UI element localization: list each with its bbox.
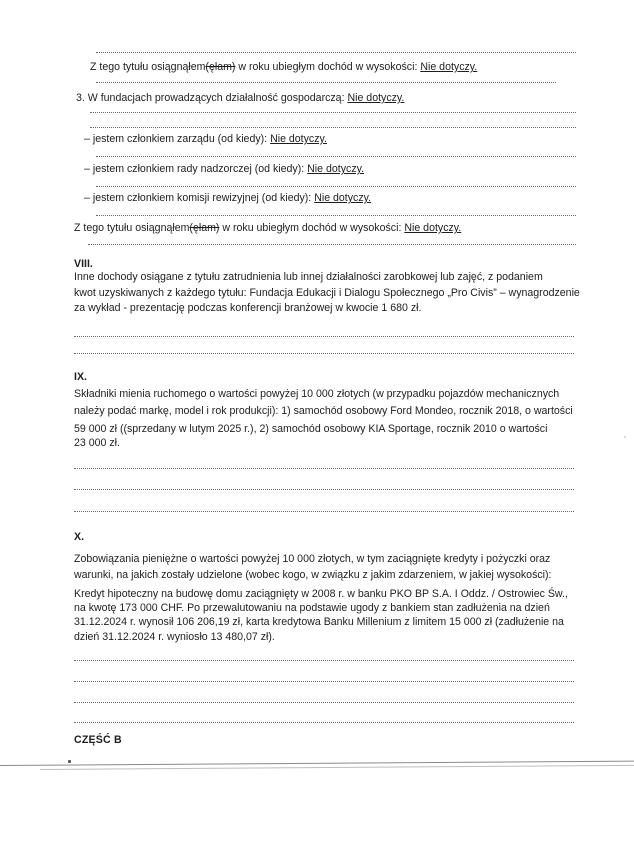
answer-not-applicable: Nie dotyczy.: [270, 133, 327, 145]
section-viii-line: Inne dochody osiągane z tytułu zatrudnienia lub innej działalności zarobkowej lub zajęć, z podaniem: [74, 271, 543, 283]
scan-speck: [624, 436, 626, 438]
dotted-line: [74, 468, 574, 469]
dotted-line: [74, 511, 574, 512]
board-member-prefix: – jestem członkiem zarządu (od kiedy):: [84, 133, 271, 145]
dotted-line: [90, 112, 576, 113]
answer-not-applicable: Nie dotyczy.: [347, 92, 405, 104]
struck-suffix: (ęłam): [189, 222, 220, 234]
dotted-line: [74, 336, 574, 337]
section-x-answer-line: 31.12.2024 r. wynosił 106 206,19 zł, karta kredytowa Banku Millenium z limitem 15 000 zł (zadłużenie na: [74, 616, 564, 629]
section-x-intro-line: warunki, na jakich zostały udzielone (wobec kogo, w związku z jakim zdarzeniem, w jakiej wysokości):: [74, 569, 552, 581]
dotted-line: [74, 660, 574, 661]
dotted-line: [96, 186, 576, 187]
section-x-answer-line: na kwotę 173 000 CHF. Po przewalutowaniu na podstawie ugody z bankiem stan zadłużenia na dzień: [74, 602, 550, 615]
dotted-line: [96, 215, 576, 216]
audit-committee-prefix: – jestem członkiem komisji rewizyjnej (od kiedy):: [84, 192, 315, 204]
supervisory-board-prefix: – jestem członkiem rady nadzorczej (od kiedy):: [84, 163, 308, 175]
dotted-line: [74, 722, 574, 723]
section-viii-line: kwot uzyskiwanych z każdego tytułu: Fundacja Edukacji i Dialogu Społecznego „Pro Civis” – wynagrodzenie: [74, 286, 580, 299]
section-x-heading: X.: [74, 531, 85, 543]
section-ix-line: 23 000 zł.: [74, 437, 120, 449]
item-3-prefix: 3. W fundacjach prowadzących działalność gospodarczą:: [76, 92, 348, 104]
dotted-line: [74, 702, 574, 703]
section-ix-line: należy podać markę, model i rok produkcji): 1) samochód osobowy Ford Mondeo, rocznik 2018, o wartości: [74, 404, 573, 417]
part-b-heading: CZĘŚĆ B: [74, 734, 122, 746]
dotted-line: [96, 82, 556, 83]
section-viii-text: [74, 270, 580, 317]
income-prefix: Z tego tytułu osiągnąłem: [90, 61, 206, 73]
section-x-answer: [74, 587, 576, 644]
supervisory-board-line: [84, 163, 364, 176]
dotted-line: [74, 681, 574, 682]
section-x-answer-line: dzień 31.12.2024 r. wyniosło 13 480,07 zł).: [74, 630, 275, 643]
answer-not-applicable: Nie dotyczy.: [307, 163, 365, 175]
dotted-line: [88, 244, 576, 245]
struck-suffix: (ęłam): [205, 61, 236, 73]
dotted-line: [74, 353, 574, 354]
item-3-foundations: [76, 92, 404, 105]
income-line-1: [90, 61, 477, 74]
income-line-2: [74, 222, 461, 235]
section-ix-text: [74, 386, 576, 452]
section-x-answer-line: Kredyt hipoteczny na budowę domu zaciągnięty w 2008 r. w banku PKO BP S.A. I Oddz. / Ostrowiec Św.,: [74, 588, 568, 600]
dotted-line: [96, 156, 576, 157]
section-ix-heading: IX.: [74, 371, 87, 383]
page-edge-line: [40, 765, 634, 770]
section-x-intro-line: Zobowiązania pieniężne o wartości powyżej 10 000 złotych, w tym zaciągnięte kredyty i pożyczki oraz: [74, 553, 551, 565]
income-prefix: Z tego tytułu osiągnąłem: [74, 222, 190, 234]
answer-not-applicable: Nie dotyczy.: [420, 61, 478, 73]
section-ix-line: 59 000 zł ((sprzedany w lutym 2025 r.), 2) samochód osobowy KIA Sportage, rocznik 2010 o wartości: [74, 423, 548, 435]
board-member-line: [84, 133, 327, 146]
audit-committee-line: [84, 192, 371, 205]
income-suffix: w roku ubiegłym dochód w wysokości:: [219, 222, 405, 234]
section-viii-line: za wykład - prezentację podczas konferencji branżowej w kwocie 1 680 zł.: [74, 302, 422, 314]
dotted-line: [96, 52, 576, 53]
section-viii-heading: VIII.: [74, 258, 93, 270]
answer-not-applicable: Nie dotyczy.: [314, 192, 372, 204]
section-ix-line: Składniki mienia ruchomego o wartości powyżej 10 000 złotych (w przypadku pojazdów mechanicznych: [74, 388, 560, 400]
dotted-line: [90, 127, 576, 128]
section-x-intro: [74, 551, 576, 583]
dotted-line: [74, 489, 574, 490]
answer-not-applicable: Nie dotyczy.: [404, 222, 462, 234]
scan-speck: [68, 760, 71, 763]
income-suffix: w roku ubiegłym dochód w wysokości:: [235, 61, 421, 73]
